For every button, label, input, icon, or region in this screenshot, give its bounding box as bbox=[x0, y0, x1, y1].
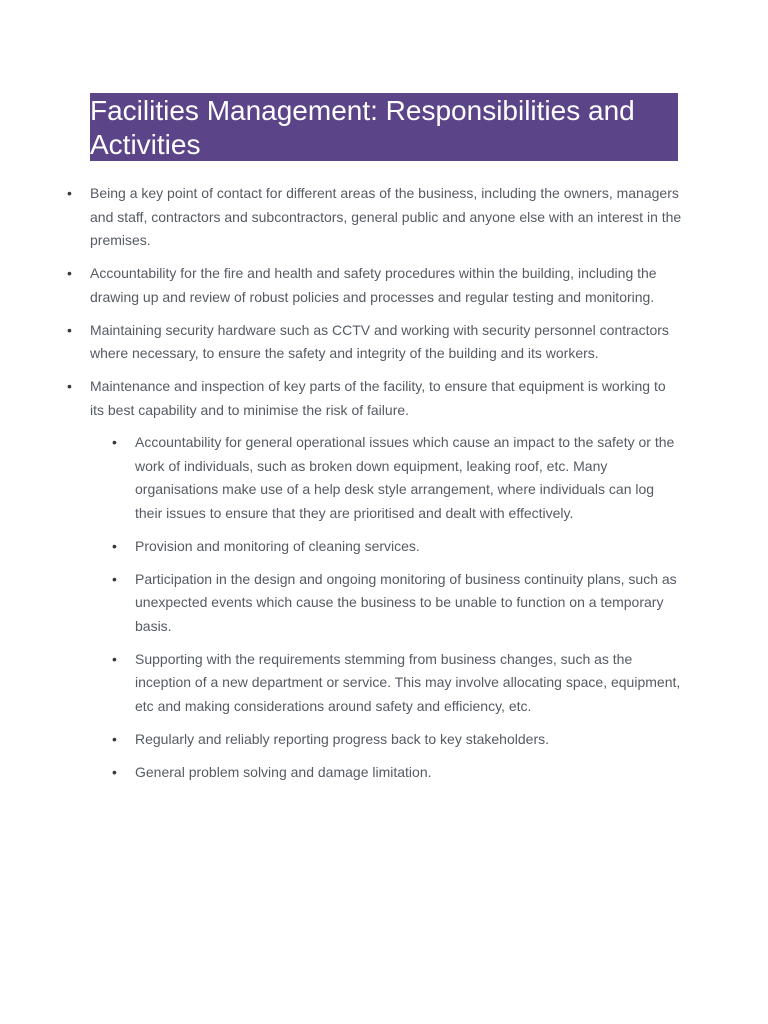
sublist-item-text: Participation in the design and ongoing monitoring of business continuity plans, such as unexpected events which cause the business to be unable to function on a temporary basis. bbox=[135, 570, 677, 634]
sublist-item bbox=[112, 761, 681, 785]
sublist-item bbox=[112, 535, 681, 559]
sublist-item bbox=[112, 568, 681, 639]
bullet-icon: • bbox=[67, 265, 72, 281]
page-title: Facilities Management: Responsibilities and Activities bbox=[90, 93, 678, 161]
sublist-item-text: General problem solving and damage limitation. bbox=[135, 763, 432, 780]
sublist-item bbox=[112, 728, 681, 752]
list-item bbox=[67, 319, 682, 366]
bullet-icon: • bbox=[112, 730, 117, 747]
sublist-item-text: Supporting with the requirements stemming from business changes, such as the inception of a new department or service. This may involve allocating space, equipment, etc and making considerations around safety and efficiency, etc. bbox=[135, 650, 681, 714]
list-item-text: Being a key point of contact for different areas of the business, including the owners, managers and staff, contractors and subcontractors, general public and anyone else with an interest in the premises. bbox=[90, 185, 682, 248]
bullet-icon: • bbox=[67, 321, 72, 338]
activities-sublist bbox=[112, 431, 681, 794]
bullet-icon: • bbox=[112, 650, 117, 667]
list-item-text: Maintenance and inspection of key parts of the facility, to ensure that equipment is working to its best capability and to minimise the risk of failure. bbox=[90, 378, 666, 418]
list-item bbox=[67, 182, 682, 253]
bullet-icon: • bbox=[112, 537, 117, 554]
sublist-item-text: Regularly and reliably reporting progress back to key stakeholders. bbox=[135, 730, 549, 747]
list-item bbox=[67, 375, 682, 422]
bullet-icon: • bbox=[67, 185, 72, 201]
bullet-icon: • bbox=[112, 763, 117, 780]
list-item bbox=[67, 262, 682, 309]
bullet-icon: • bbox=[112, 570, 117, 587]
responsibilities-list bbox=[67, 182, 682, 432]
sublist-item-text: Accountability for general operational issues which cause an impact to the safety or the work of individuals, such as broken down equipment, leaking roof, etc. Many organisations make use of a help desk style arrangement, where individuals can log their issues to ensure that they are prioritised and dealt with effectively. bbox=[135, 434, 675, 521]
sublist-item bbox=[112, 431, 681, 525]
sublist-item-text: Provision and monitoring of cleaning services. bbox=[135, 537, 420, 554]
list-item-text: Maintaining security hardware such as CCTV and working with security personnel contractors where necessary, to ensure the safety and integrity of the building and its workers. bbox=[90, 321, 669, 361]
bullet-icon: • bbox=[112, 434, 117, 450]
bullet-icon: • bbox=[67, 378, 72, 394]
list-item-text: Accountability for the fire and health and safety procedures within the building, including the drawing up and review of robust policies and processes and regular testing and monitoring. bbox=[90, 265, 657, 305]
sublist-item bbox=[112, 648, 681, 719]
